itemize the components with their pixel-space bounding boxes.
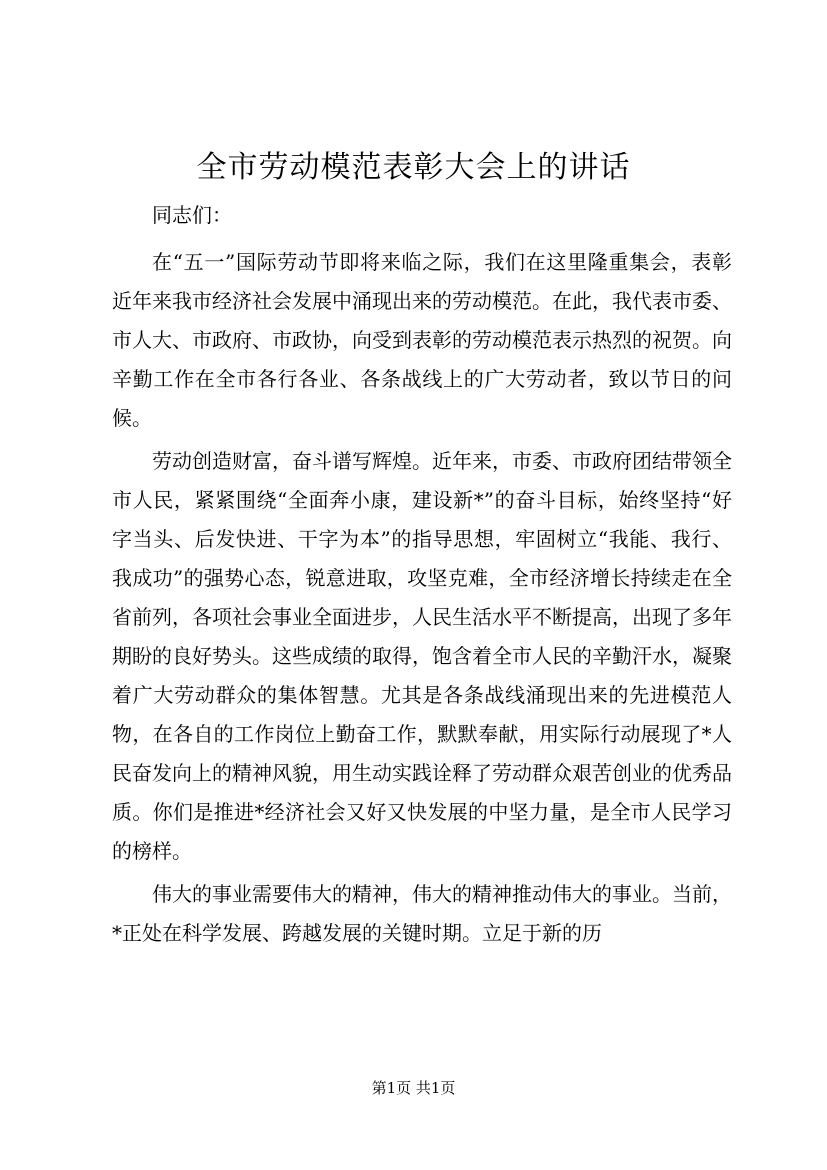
document-body	[112, 196, 732, 957]
paragraph-3: 伟大的事业需要伟大的精神，伟大的精神推动伟大的事业。当前，*正处在科学发展、跨越发展的关键时期。立足于新的历	[112, 882, 732, 945]
paragraph-1: 在“五一”国际劳动节即将来临之际，我们在这里隆重集会，表彰近年来我市经济社会发展中涌现出来的劳动模范。在此，我代表市委、市人大、市政府、市政协，向受到表彰的劳动模范表示热烈的祝贺。向辛勤工作在全市各行各业、各条战线上的广大劳动者，致以节日的问候。	[112, 250, 732, 430]
paragraph-2: 劳动创造财富，奋斗谱写辉煌。近年来，市委、市政府团结带领全市人民，紧紧围绕“全面奔小康，建设新*”的奋斗目标，始终坚持“好字当头、后发快进、干字为本”的指导思想，牢固树立“我能、我行、我成功”的强势心态，锐意进取，攻坚克难，全市经济增长持续走在全省前列，各项社会事业全面进步，人民生活水平不断提高，出现了多年期盼的良好势头。这些成绩的取得，饱含着全市人民的辛勤汗水，凝聚着广大劳动群众的集体智慧。尤其是各条战线涌现出来的先进模范人物，在各自的工作岗位上勤奋工作，默默奉献，用实际行动展现了*人民奋发向上的精神风貌，用生动实践诠释了劳动群众艰苦创业的优秀品质。你们是推进*经济社会又好又快发展的中坚力量，是全市人民学习的榜样。	[112, 449, 732, 863]
page-footer: 第1页 共1页	[371, 1079, 456, 1097]
greeting: 同志们：	[152, 203, 232, 227]
document-title: 全市劳动模范表彰大会上的讲话	[196, 150, 631, 185]
